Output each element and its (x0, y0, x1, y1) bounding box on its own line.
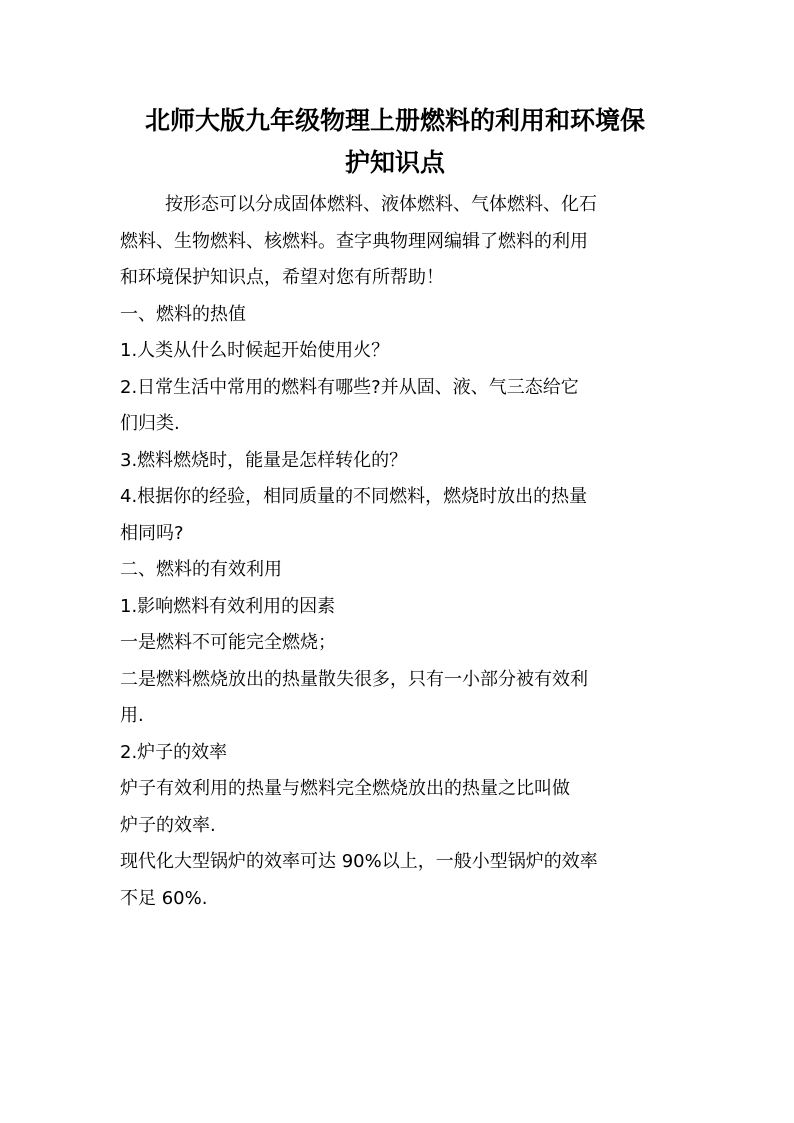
document-title (120, 100, 670, 184)
paragraph-line: 用. (120, 705, 144, 726)
question-1: 1.人类从什么时候起开始使用火？ (120, 340, 390, 361)
title-line-1: 北师大版九年级物理上册燃料的利用和环境保 (144, 106, 645, 135)
paragraph-line: 二是燃料燃烧放出的热量散失很多，只有一小部分被有效利 (120, 668, 588, 690)
document-body (120, 187, 670, 917)
question-4: 4.根据你的经验，相同质量的不同燃料，燃烧时放出的热量 (120, 486, 588, 507)
paragraph-line: 现代化大型锅炉的效率可达 90%以上，一般小型锅炉的效率 (120, 851, 598, 872)
paragraph-line: 一是燃料不可能完全燃烧； (120, 632, 336, 653)
question-4-continued: 相同吗? (120, 522, 184, 544)
question-2-continued: 们归类. (120, 413, 180, 434)
section-heading-2: 二、燃料的有效利用 (120, 559, 282, 580)
paragraph-line: 炉子的效率. (120, 814, 216, 836)
question-2: 2.日常生活中常用的燃料有哪些?并从固、液、气三态给它 (120, 376, 579, 398)
paragraph-line: 炉子有效利用的热量与燃料完全燃烧放出的热量之比叫做 (120, 778, 570, 799)
intro-paragraph-line: 和环境保护知识点，希望对您有所帮助！ (120, 267, 444, 288)
intro-paragraph-line: 燃料、生物燃料、核燃料。查字典物理网编辑了燃料的利用 (120, 230, 588, 252)
paragraph-line: 不足 60%. (120, 887, 208, 909)
intro-paragraph-line: 按形态可以分成固体燃料、液体燃料、气体燃料、化石 (165, 194, 597, 215)
section-heading-1: 一、燃料的热值 (120, 303, 246, 325)
question-3: 3.燃料燃烧时，能量是怎样转化的？ (120, 449, 408, 471)
title-line-2: 护知识点 (344, 148, 445, 177)
subsection-heading-2: 2.炉子的效率 (120, 741, 228, 763)
subsection-heading-1: 1.影响燃料有效利用的因素 (120, 595, 336, 617)
